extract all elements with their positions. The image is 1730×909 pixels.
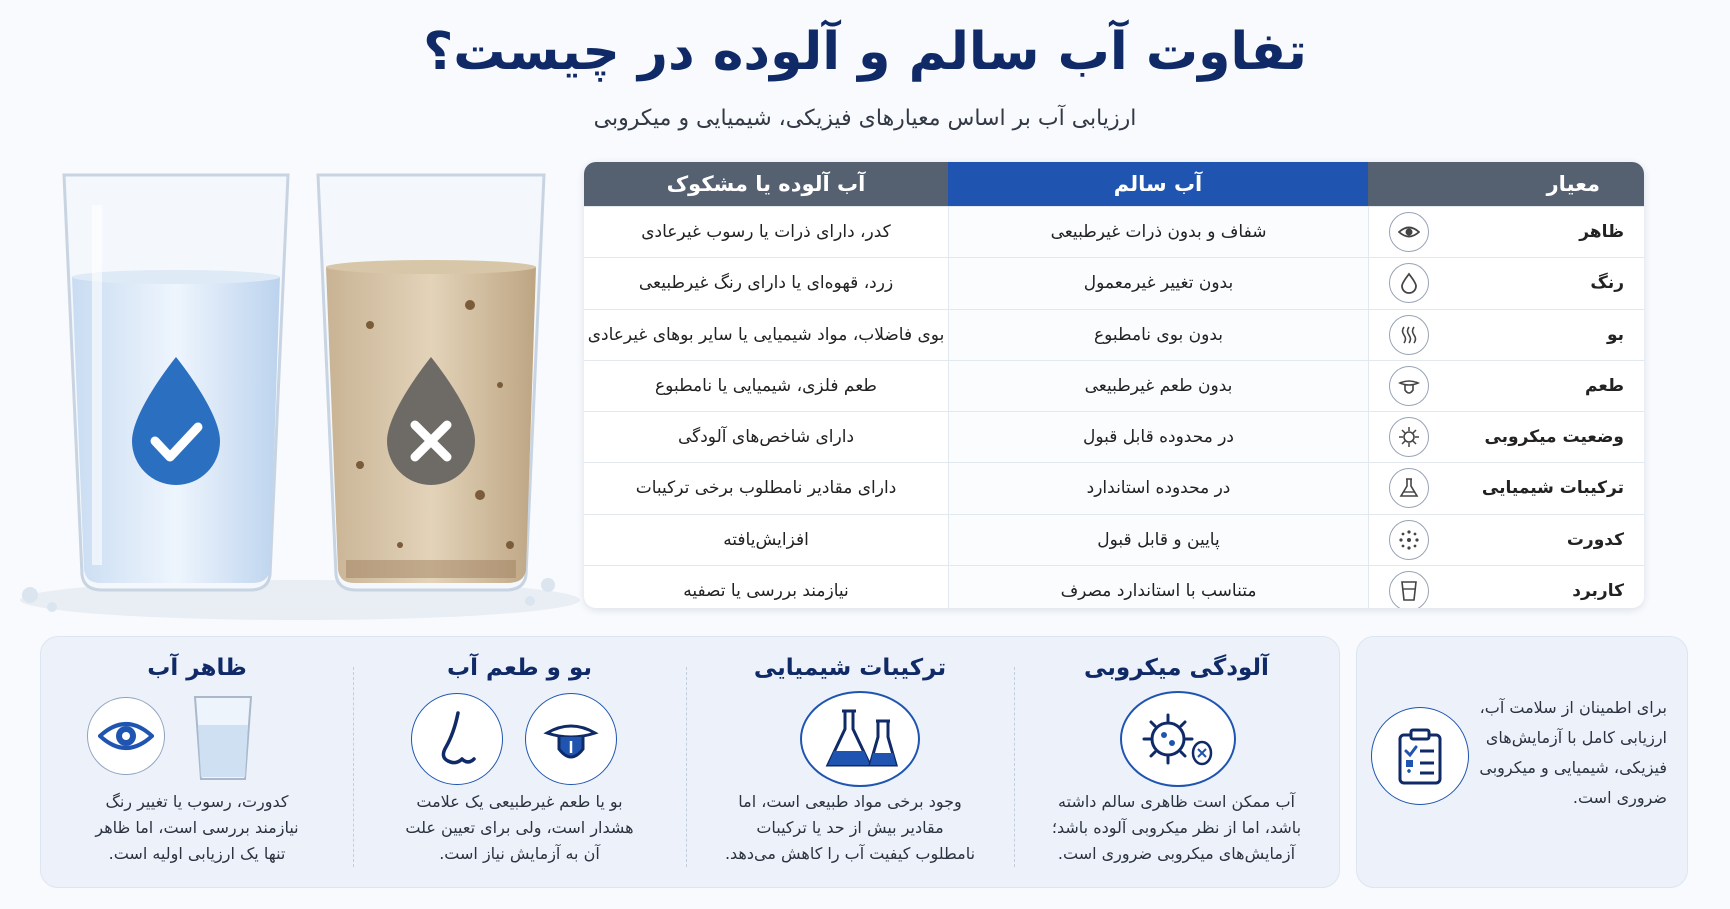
nose-icon xyxy=(411,693,503,785)
header-clean-water: آب سالم xyxy=(948,162,1368,206)
flasks-icon xyxy=(800,691,920,787)
glass-icon xyxy=(1389,571,1429,608)
card-chemical xyxy=(686,637,1014,887)
table-row xyxy=(584,309,1644,360)
table-row xyxy=(584,360,1644,411)
card-title: آلودگی میکروبی xyxy=(1084,655,1269,681)
row-criterion: کدورت xyxy=(1566,529,1624,550)
row-polluted: نیازمند بررسی یا تصفیه xyxy=(683,580,849,601)
row-polluted: دارای مقادیر نامطلوب برخی ترکیبات xyxy=(635,478,897,499)
card-title: بو و طعم آب xyxy=(446,655,593,681)
card-title: ظاهر آب xyxy=(147,655,247,681)
page-title: تفاوت آب سالم و آلوده در چیست؟ xyxy=(423,22,1307,82)
eye-icon xyxy=(1389,212,1429,252)
odor-icon xyxy=(1389,315,1429,355)
table-header xyxy=(584,162,1644,206)
row-polluted: بوی فاضلاب، مواد شیمیایی یا سایر بوهای غیرعادی xyxy=(587,324,945,345)
table-row xyxy=(584,257,1644,308)
eye-icon xyxy=(87,697,165,775)
card-title: ترکیبات شیمیایی xyxy=(753,655,947,681)
row-clean: بدون تغییر غیرمعمول xyxy=(948,258,1368,308)
header-polluted-water: آب آلوده یا مشکوک xyxy=(584,162,948,206)
info-cards-panel xyxy=(40,636,1340,888)
turbidity-icon xyxy=(1389,520,1429,560)
page-subtitle: ارزیابی آب بر اساس معیارهای فیزیکی، شیمیایی و میکروبی xyxy=(593,106,1137,131)
card-appearance xyxy=(41,637,353,887)
table-row xyxy=(584,462,1644,513)
row-criterion: ترکیبات شیمیایی xyxy=(1481,478,1624,499)
tongue-icon xyxy=(525,693,617,785)
microbe-icon xyxy=(1120,691,1236,787)
row-criterion: کاربرد xyxy=(1572,580,1624,601)
card-text: وجود برخی مواد طبیعی است، اما مقادیر بیش از حد یا ترکیبات نامطلوب کیفیت آب را کاهش می‌دهد. xyxy=(724,792,976,863)
card-text: بو یا طعم غیرطبیعی یک علامت هشدار است، ولی برای تعیین علت آن به آزمایش نیاز است. xyxy=(405,792,634,863)
drop-icon xyxy=(1389,263,1429,303)
row-polluted: افزایش‌یافته xyxy=(723,529,809,550)
row-clean: در محدوده قابل قبول xyxy=(948,412,1368,462)
table-row xyxy=(584,514,1644,565)
water-glass-icon xyxy=(191,695,255,783)
table-row xyxy=(584,411,1644,462)
row-clean: شفاف و بدون ذرات غیرطبیعی xyxy=(948,207,1368,257)
row-criterion: بو xyxy=(1606,324,1624,345)
row-criterion: طعم xyxy=(1585,375,1624,396)
flask-icon xyxy=(1389,468,1429,508)
clipboard-icon xyxy=(1371,707,1469,805)
row-clean: بدون طعم غیرطبیعی xyxy=(948,361,1368,411)
card-microbial xyxy=(1014,637,1339,887)
table-row xyxy=(584,206,1644,257)
card-text: آب ممکن است ظاهری سالم داشته باشد، اما از نظر میکروبی آلوده باشد؛ آزمایش‌های میکروبی ضروری است. xyxy=(1051,792,1302,863)
row-polluted: کدر، دارای ذرات یا رسوب غیرعادی xyxy=(641,222,891,243)
microbe-icon xyxy=(1389,417,1429,457)
water-glasses-illustration xyxy=(0,165,580,635)
row-polluted: طعم فلزی، شیمیایی یا نامطبوع xyxy=(655,375,877,396)
row-clean: متناسب با استاندارد مصرف xyxy=(948,566,1368,608)
row-clean: بدون بوی نامطبوع xyxy=(948,310,1368,360)
row-criterion: وضعیت میکروبی xyxy=(1484,427,1624,448)
row-clean: پایین و قابل قبول xyxy=(948,515,1368,565)
row-criterion: رنگ xyxy=(1590,273,1624,294)
header-criterion: معیار xyxy=(1368,162,1644,206)
row-clean: در محدوده استاندارد xyxy=(948,463,1368,513)
card-smell-taste xyxy=(353,637,686,887)
tongue-icon xyxy=(1389,366,1429,406)
row-polluted: دارای شاخص‌های آلودگی xyxy=(677,427,855,448)
row-criterion: ظاهر xyxy=(1579,222,1624,243)
recommendation-note xyxy=(1356,636,1688,888)
table-row xyxy=(584,565,1644,608)
card-text: کدورت، رسوب یا تغییر رنگ نیازمند بررسی است، اما ظاهر تنها یک ارزیابی اولیه است. xyxy=(95,792,299,863)
note-text: برای اطمینان از سلامت آب، ارزیابی کامل با آزمایش‌های فیزیکی، شیمیایی و میکروبی ضروری است. xyxy=(1479,698,1667,807)
row-polluted: زرد، قهوه‌ای یا دارای رنگ غیرطبیعی xyxy=(638,273,894,294)
comparison-table xyxy=(584,162,1644,608)
